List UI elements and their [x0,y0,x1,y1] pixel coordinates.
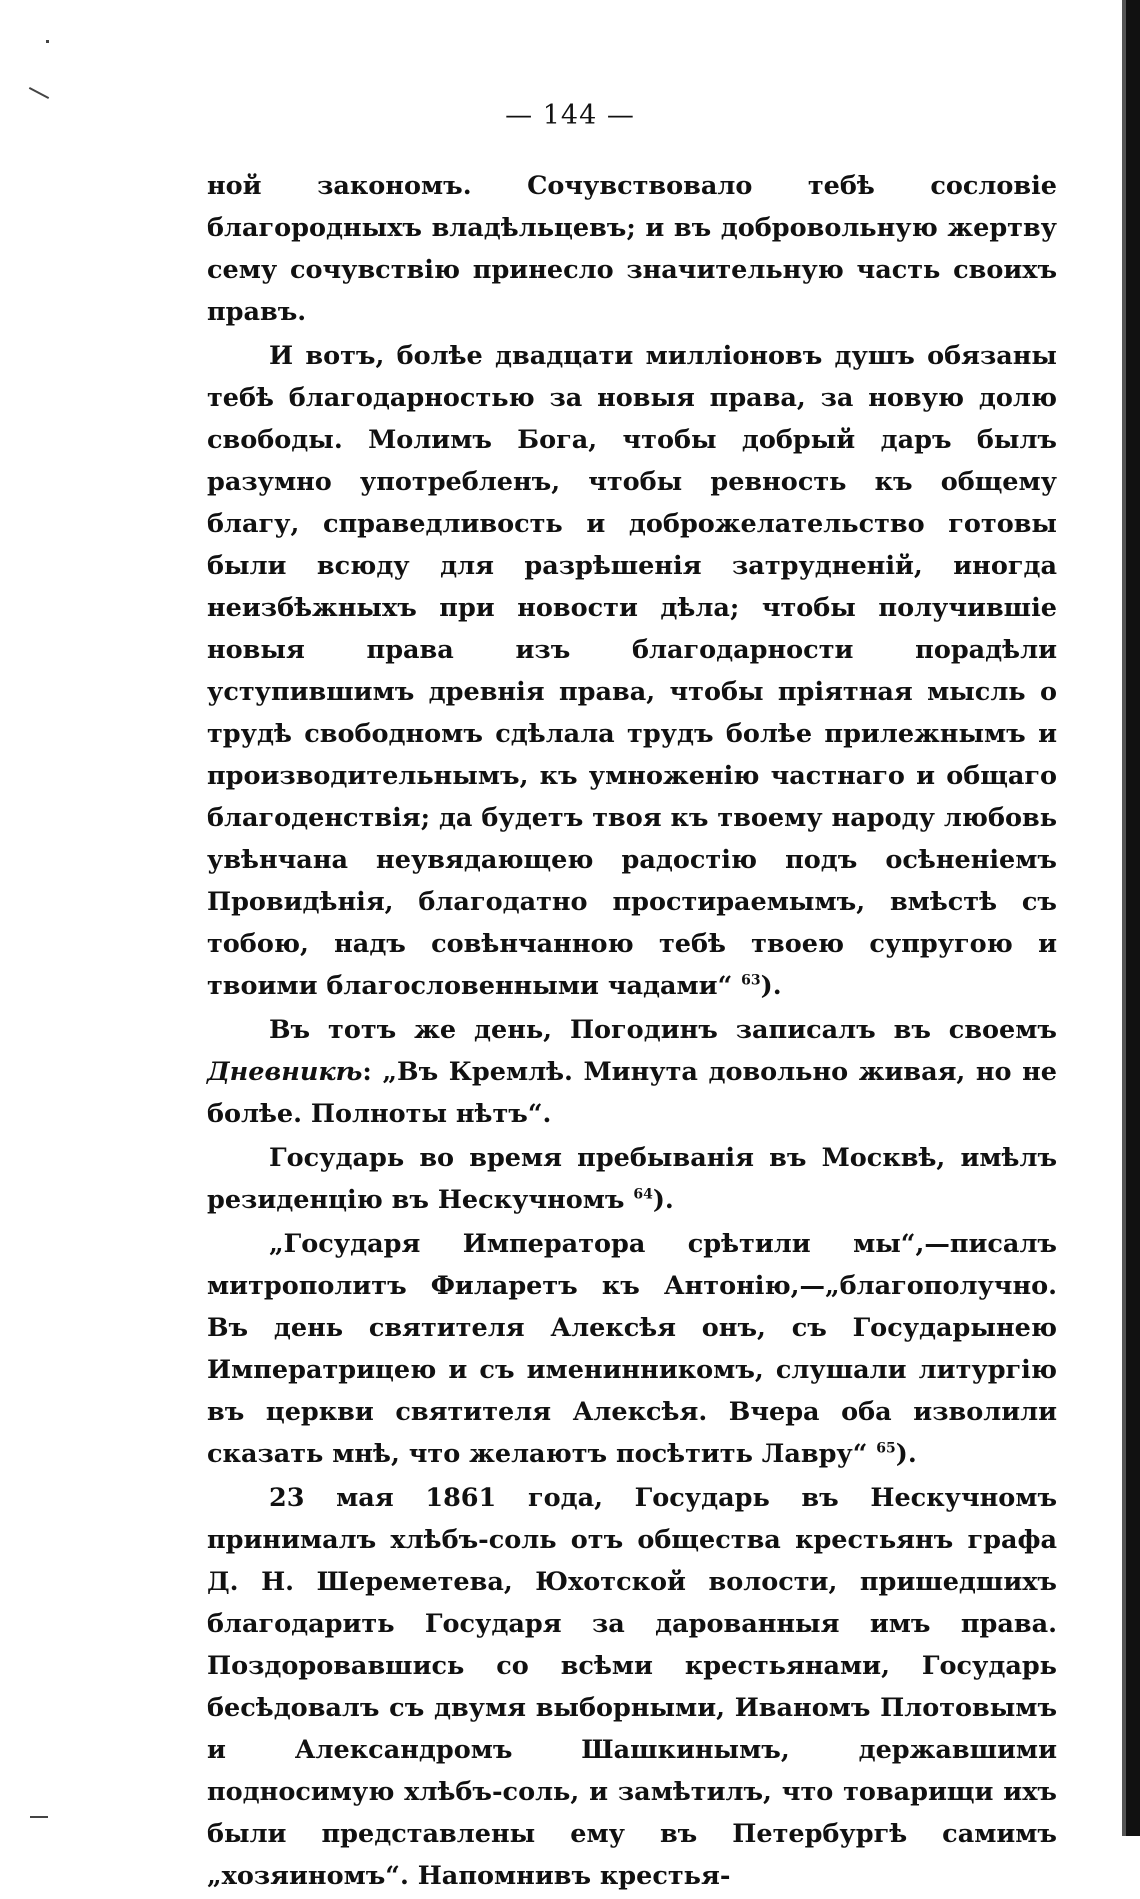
text-run: ной закономъ. Сочувствовало тебѣ сословіе благородныхъ владѣльцевъ; и въ добровольную жертву сему сочувствію принесло значительную часть своихъ правъ. [207,171,1057,327]
emphasis-text: Дневникѣ [207,1057,363,1087]
footnote-ref: 65 [876,1440,896,1457]
scan-speck [29,87,49,99]
footnote-ref: 63 [741,972,761,989]
paragraph [207,165,1057,333]
paragraph [207,1477,1057,1897]
text-run: И вотъ, болѣе двадцати милліоновъ душъ обязаны тебѣ благодарностью за новыя права, за новую долю свободы. Молимъ Бога, чтобы добрый даръ былъ разумно употребленъ, чтобы ревность къ общему благу, справедливость и доброжелательство готовы были всюду для разрѣшенія затрудненій, иногда неизбѣжныхъ при новости дѣла; чтобы получившіе новыя права изъ благодарности порадѣли уступившимъ древнія права, чтобы пріятная мысль о трудѣ свободномъ сдѣлала трудъ болѣе прилежнымъ и производительнымъ, къ умноженію частнаго и общаго благоденствія; да будетъ твоя къ твоему народу любовь увѣнчана неувядающею радостію подъ осѣненіемъ Провидѣнія, благодатно простираемымъ, вмѣстѣ съ тобою, надъ совѣнчанною тебѣ твоею супругою и твоими благословенными чадами“ [207,341,1057,1001]
footnote-ref: 64 [633,1186,653,1203]
text-run: „Государя Императора срѣтили мы“,—писалъ митрополитъ Филаретъ къ Антонію,—„благополучно. Въ день святителя Алексѣя онъ, съ Государынею Императрицею и съ именинникомъ, слушали литургію въ церкви святителя Алексѣя. Вчера оба изволили сказать мнѣ, что желаютъ посѣтить Лавру“ [207,1229,1057,1469]
paragraph [207,1137,1057,1221]
text-run: 23 мая 1861 года, Государь въ Нескучномъ принималъ хлѣбъ-соль отъ общества крестьянъ графа Д. Н. Шереметева, Юхотской волости, пришедшихъ благодарить Государя за дарованныя имъ права. Поздоровавшись со всѣми крестьянами, Государь бесѣдовалъ съ двумя выборными, Иваномъ Плотовымъ и Александромъ Шашкинымъ, державшими подносимую хлѣбъ-соль, и замѣтилъ, что товарищи ихъ были представлены ему въ Петербургѣ самимъ „хозяиномъ“. Напомнивъ крестья- [207,1483,1057,1891]
paragraph [207,335,1057,1007]
text-run: Въ тотъ же день, Погодинъ записалъ въ своемъ [269,1015,1057,1045]
text-run: Государь во время пребыванія въ Москвѣ, имѣлъ резиденцію въ Нескучномъ [207,1143,1057,1215]
page-edge [1126,0,1140,1836]
body-text [207,165,1057,1899]
text-run: ). [895,1439,917,1469]
text-run: : „Въ Кремлѣ. Минута довольно живая, но не болѣе. Полноты нѣтъ“. [207,1057,1057,1129]
text-run: ). [760,971,782,1001]
page-number: — 144 — [505,100,635,131]
paragraph [207,1223,1057,1475]
text-run: ). [652,1185,674,1215]
paragraph [207,1009,1057,1135]
scan-speck [46,40,49,43]
scan-speck [30,1816,48,1818]
